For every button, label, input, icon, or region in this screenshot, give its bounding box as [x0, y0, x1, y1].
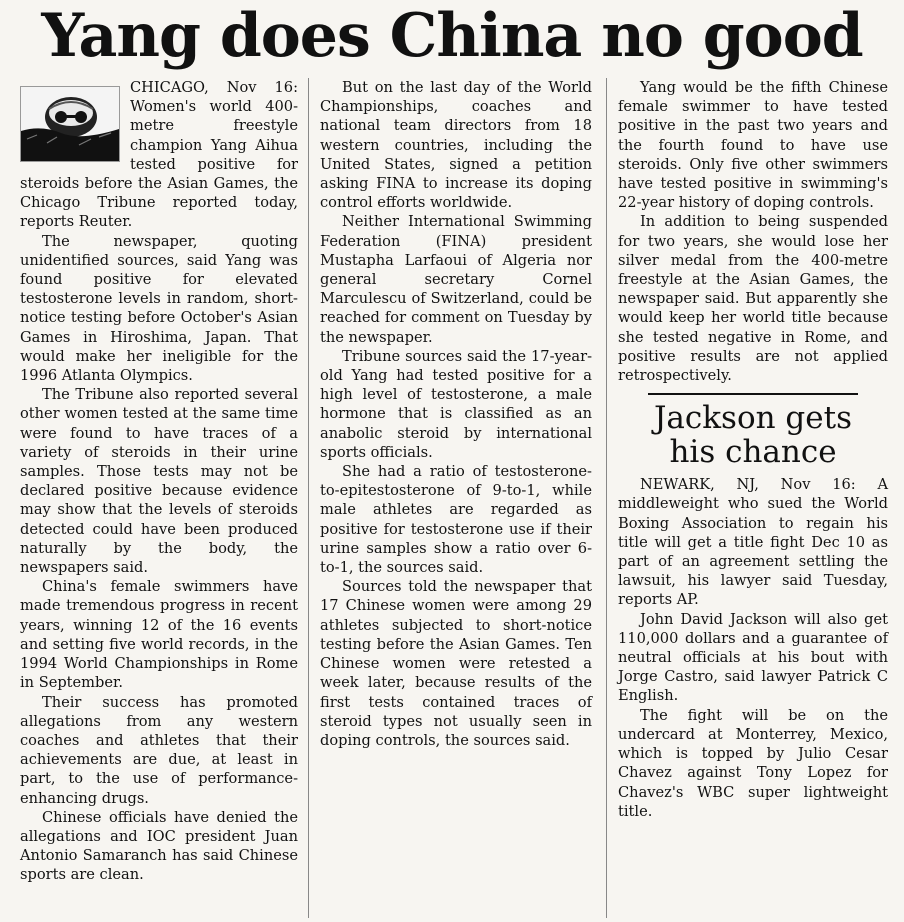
story-paragraph: Their success has promoted allegations from any western coaches and athletes that their achievements are due, at least in part, to the use of performance-enhancing drugs.	[20, 693, 298, 807]
subhead: Jackson gets his chance	[653, 400, 852, 471]
column-3	[618, 78, 888, 821]
story-paragraph: CHICAGO, Nov 16: Women's world 400-metre freestyle champion Yang Aihua tested positive for steroids before the Asian Games, the Chicago Tribune reported today, reports Reuter.	[20, 79, 298, 231]
story-divider	[648, 393, 858, 395]
column-1	[20, 78, 298, 884]
story-paragraph: China's female swimmers have made tremendous progress in recent years, winning 12 of the 16 events and setting five world records, in the 1994 World Championships in Rome in September.	[20, 578, 298, 692]
column-divider	[606, 78, 607, 918]
story-paragraph: Tribune sources said the 17-year-old Yang had tested positive for a high level of testosterone, a male hormone that is classified as an anabolic steroid by international sports officials.	[320, 347, 592, 461]
story-paragraph: She had a ratio of testosterone-to-epitestosterone of 9-to-1, while male athletes are regarded as positive for testosterone use if their urine samples show a ratio over 6-to-1, the sources said.	[320, 463, 592, 577]
dateline: CHICAGO, Nov 16:	[130, 79, 298, 96]
story-paragraph: The newspaper, quoting unidentified sources, said Yang was found positive for elevated testosterone levels in random, short-notice testing before October's Asian Games in Hiroshima, Japan. That would make her ineligible for the 1996 Atlanta Olympics.	[20, 232, 298, 385]
story-paragraph: In addition to being suspended for two years, she would lose her silver medal from the 400-metre freestyle at the Asian Games, the newspaper said. But apparently she would keep her world title because she tested negative in Rome, and positive results are not applied retrospectively.	[618, 213, 888, 385]
story-paragraph: NEWARK, NJ, Nov 16: A middleweight who sued the World Boxing Association to regain his title will get a title fight Dec 10 as part of an agreement settling the lawsuit, his lawyer said Tuesday, reports AP.	[618, 476, 888, 609]
story-paragraph: John David Jackson will also get 110,000 dollars and a guarantee of neutral officials at his bout with Jorge Castro, said lawyer Patrick C English.	[618, 610, 888, 705]
story-paragraph: Neither International Swimming Federation (FINA) president Mustapha Larfaoui of Algeria nor general secretary Cornel Marculescu of Switzerland, could be reached for comment on Tuesday by the newspaper.	[320, 213, 592, 346]
story-paragraph: The Tribune also reported several other women tested at the same time were found to have traces of a variety of steroids in their urine samples. Those tests may not be declared positive because evidence may show that the levels of steroids detected could have been produced naturally by the body, the newspapers said.	[20, 386, 298, 577]
headline: Yang does China no good	[41, 1, 863, 71]
story-paragraph: But on the last day of the World Championships, coaches and national team directors from 18 western countries, including the United States, signed a petition asking FINA to increase its doping control efforts worldwide.	[320, 79, 592, 212]
swimmer-photo-icon	[20, 86, 120, 162]
story-paragraph: The fight will be on the undercard at Monterrey, Mexico, which is topped by Julio Cesar Chavez against Tony Lopez for Chavez's WBC super lightweight title.	[618, 706, 888, 820]
story-paragraph: Chinese officials have denied the allegations and IOC president Juan Antonio Samaranch has said Chinese sports are clean.	[20, 808, 298, 884]
story-paragraph: Sources told the newspaper that 17 Chinese women were among 29 athletes subjected to short-notice testing before the Asian Games. Ten Chinese women were retested a week later, because results of the first tests contained traces of steroid types not usually seen in doping controls, the sources said.	[320, 578, 592, 749]
column-divider	[308, 78, 309, 918]
story-paragraph: Yang would be the fifth Chinese female swimmer to have tested positive in the past two years and the fourth found to have use steroids. Only five other swimmers have tested positive in swimming's 22-year history of doping controls.	[618, 79, 888, 212]
column-2	[320, 78, 592, 750]
